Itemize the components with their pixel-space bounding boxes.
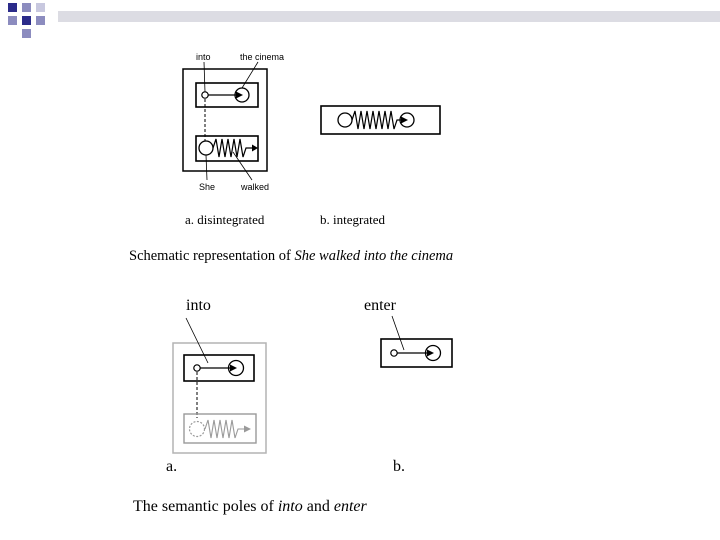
title-italic-enter: enter — [333, 498, 367, 515]
caption-b: b. — [393, 458, 405, 475]
arrowhead — [427, 350, 434, 357]
title-italic-into: into — [277, 498, 303, 515]
into-outer-frame — [173, 343, 266, 453]
caption-a: a. — [166, 458, 178, 475]
title-italic: She walked into the cinema — [294, 248, 454, 264]
label-the-cinema: the cinema — [240, 52, 285, 62]
title-text-and: and — [302, 498, 334, 515]
title-text: The semantic poles of — [133, 498, 278, 515]
label-walked: walked — [241, 182, 270, 192]
bottom-figure-title — [133, 499, 367, 515]
label-she: She — [199, 182, 216, 192]
title-text: Schematic representation of — [129, 248, 295, 264]
mover-circle-faded — [190, 422, 205, 437]
label-into: into — [196, 52, 211, 62]
trajector-circle — [194, 365, 200, 371]
trajector-circle — [391, 350, 397, 356]
leader-into — [186, 318, 208, 363]
leader-enter — [392, 316, 404, 350]
label-enter: enter — [364, 297, 396, 314]
caption-disintegrated: a. disintegrated — [185, 212, 265, 227]
caption-integrated: b. integrated — [320, 212, 385, 227]
arrowhead — [230, 365, 237, 372]
arrowhead-faded — [244, 426, 251, 433]
walk-zigzag-faded — [205, 420, 244, 438]
label-into-bottom: into — [186, 297, 211, 314]
